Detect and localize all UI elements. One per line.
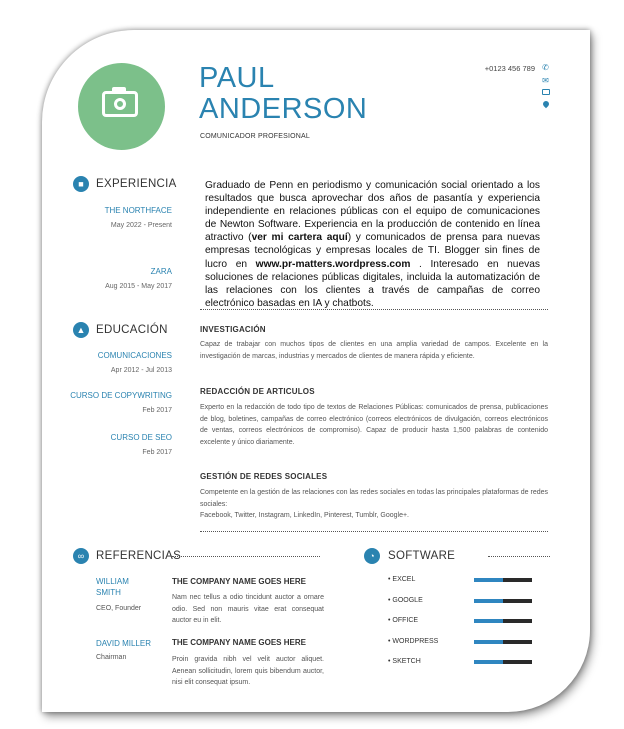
software-item: • WORDPRESS xyxy=(388,637,439,645)
phone-icon: ✆ xyxy=(542,63,549,72)
reference-text: Proin gravida nibh vel velit auctor aliquet. Aenean sollicitudin, lorem quis bibendum auctor, nisi elit consequat ipsum. xyxy=(172,656,324,686)
education-item: COMUNICACIONES xyxy=(97,351,172,360)
divider xyxy=(200,531,548,532)
pie-chart-icon: ◔ xyxy=(364,548,380,564)
skill-text: Capaz de trabajar con muchos tipos de clientes en una amplia variedad de campos. Excelente en la investigación de marcas, industrias y mercados de clientes de manera rápida y eficiente. xyxy=(200,341,548,360)
education-heading: EDUCACIÓN xyxy=(96,324,168,336)
education-date: Feb 2017 xyxy=(142,407,172,414)
briefcase-icon: ■ xyxy=(73,176,89,192)
job-company: ZARA xyxy=(150,267,172,276)
reference-company: THE COMPANY NAME GOES HERE xyxy=(172,577,306,586)
professional-summary xyxy=(205,179,540,310)
education-date: Feb 2017 xyxy=(142,449,172,456)
software-item: • EXCEL xyxy=(388,576,416,583)
skill-level-fill xyxy=(474,640,503,644)
education-date: Apr 2012 - Jul 2013 xyxy=(110,367,172,374)
first-name: PAUL xyxy=(199,62,275,94)
reference-text: Nam nec tellus a odio tincidunt auctor a ornare odio. Sed non mauris vitae erat consequat auctor eu in elit. xyxy=(172,594,324,624)
graduation-cap-icon: ▲ xyxy=(73,322,89,338)
full-name xyxy=(199,63,367,125)
skill-level-bar xyxy=(474,599,532,603)
blog-link[interactable]: www.pr-matters.wordpress.com xyxy=(255,258,411,270)
skill-level-bar xyxy=(474,619,532,623)
job-dates: May 2022 - Present xyxy=(110,222,172,229)
profile-photo-placeholder[interactable] xyxy=(78,63,165,150)
divider xyxy=(200,309,548,310)
summary-text: ) y comunicados de prensa para nuevas empresas tecnológicas y empresas locales de TI. Blogger sin fines de lucro en xyxy=(205,232,540,270)
divider xyxy=(172,556,320,557)
skill-level-bar xyxy=(474,640,532,644)
references-heading: REFERENCIAS xyxy=(96,550,182,562)
summary-text: . Interesado en nuevas soluciones de relaciones públicas digitales, incluida la automatización de las relaciones con los clientes a través de campañas de correo electrónico basadas en IA y chatbots. xyxy=(205,258,540,309)
skill-heading: REDACCIÓN DE ARTICULOS xyxy=(200,387,315,396)
reference-role: CEO, Founder xyxy=(96,605,142,612)
skill-level-bar xyxy=(474,660,532,664)
camera-icon xyxy=(102,91,138,117)
education-item: CURSO DE SEO xyxy=(110,433,172,442)
skill-heading: GESTIÓN DE REDES SOCIALES xyxy=(200,472,328,481)
experience-heading: EXPERIENCIA xyxy=(96,178,177,190)
education-item: CURSO DE COPYWRITING xyxy=(70,391,172,400)
summary-text: Graduado de Penn en periodismo y comunicación social orientado a los resultados que busca aprovechar dos años de pasantía y experiencia independiente en relaciones públicas con el equipo de comunicaciones de Newton Software. Experiencia en la producción de contenido en línea atractivo ( xyxy=(205,180,540,244)
software-item: • SKETCH xyxy=(388,658,421,665)
skill-text: Competente en la gestión de las relaciones con las redes sociales en todas las principales plataformas de redes sociales: xyxy=(200,489,548,508)
paperclip-icon: ∞ xyxy=(73,548,89,564)
reference-company: THE COMPANY NAME GOES HERE xyxy=(172,638,306,647)
skill-level-fill xyxy=(474,660,503,664)
skill-level-bar xyxy=(474,578,532,582)
monitor-icon xyxy=(542,89,550,95)
software-item: • OFFICE xyxy=(388,617,419,624)
software-item: • GOOGLE xyxy=(388,596,423,604)
skill-level-fill xyxy=(474,578,503,582)
divider xyxy=(488,556,550,557)
job-title: COMUNICADOR PROFESIONAL xyxy=(200,133,310,140)
portfolio-link[interactable]: ver mi cartera aquí xyxy=(251,232,348,244)
skill-level-fill xyxy=(474,619,503,623)
job-company: THE NORTHFACE xyxy=(104,206,172,215)
skill-level-fill xyxy=(474,599,503,603)
phone-number: +0123 456 789 xyxy=(484,64,535,73)
reference-name-line: WILLIAM xyxy=(96,577,129,586)
social-platforms: Facebook, Twitter, Instagram, LinkedIn, Pinterest, Tumblr, Google+. xyxy=(200,512,410,519)
reference-name-line: SMITH xyxy=(96,588,121,597)
reference-name xyxy=(96,576,129,598)
reference-name: DAVID MILLER xyxy=(96,639,151,648)
software-heading: SOFTWARE xyxy=(388,550,456,562)
reference-role: Chairman xyxy=(96,654,127,661)
last-name: ANDERSON xyxy=(199,93,368,125)
skill-text: Experto en la redacción de todo tipo de textos de Relaciones Públicas: comunicados de prensa, publicaciones de blog, boletines, campañas de correo electrónico (correos electrónicos de divulgación, correos electrónicos de ventas, correos electrónicos de compromiso). Capaz de producir hasta 1,500 palabras de contenido excelente y único diariamente. xyxy=(200,404,548,446)
job-dates: Aug 2015 - May 2017 xyxy=(105,283,172,290)
skill-heading: INVESTIGACIÓN xyxy=(200,325,266,334)
email-icon: ✉ xyxy=(542,76,549,85)
